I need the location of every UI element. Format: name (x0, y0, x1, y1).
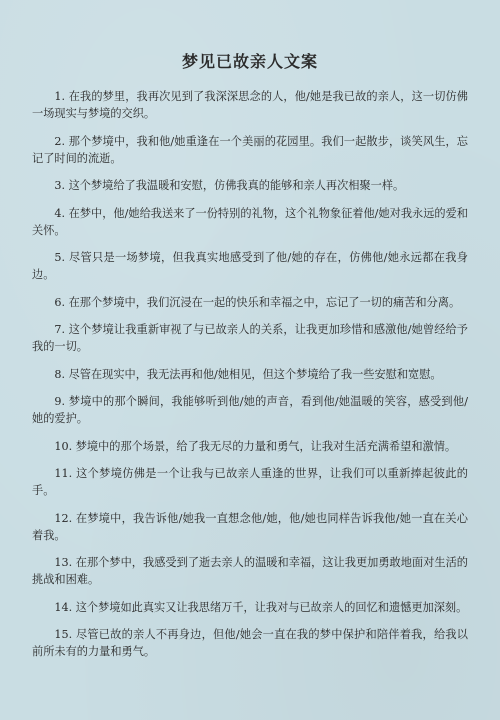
document-title: 梦见已故亲人文案 (181, 52, 318, 71)
paragraph-item: 2. 那个梦境中，我和他/她重逢在一个美丽的花园里。我们一起散步，谈笑风生，忘记了时间的流逝。 (32, 134, 468, 165)
paragraph-item: 13. 在那个梦中，我感受到了逝去亲人的温暖和幸福，这让我更加勇敢地面对生活的挑战和困难。 (32, 556, 468, 586)
paragraph-item: 1. 在我的梦里，我再次见到了我深深思念的人，他/她是我已故的亲人，这一切仿佛一场现实与梦境的交织。 (32, 90, 468, 120)
paragraph-item: 12. 在梦境中，我告诉他/她我一直想念他/她，他/她也同样告诉我他/她一直在关心着我。 (32, 511, 468, 542)
paragraph-item: 14. 这个梦境如此真实又让我思绪万千，让我对与已故亲人的回忆和遗憾更加深刻。 (54, 600, 468, 614)
paragraph-item: 6. 在那个梦境中，我们沉浸在一起的快乐和幸福之中，忘记了一切的痛苦和分离。 (54, 295, 461, 309)
paragraph-item: 4. 在梦中，他/她给我送来了一份特别的礼物，这个礼物象征着他/她对我永远的爱和关怀。 (32, 206, 468, 237)
paragraph-item: 5. 尽管只是一场梦境，但我真实地感受到了他/她的存在，仿佛他/她永远都在我身边。 (32, 251, 468, 281)
paragraph-item: 7. 这个梦境让我重新审视了与已故亲人的关系，让我更加珍惜和感激他/她曾经给予我的一切。 (32, 323, 468, 353)
paragraph-item: 15. 尽管已故的亲人不再身边，但他/她会一直在我的梦中保护和陪伴着我，给我以前所未有的力量和勇气。 (32, 628, 468, 658)
paragraph-item: 10. 梦境中的那个场景，给了我无尽的力量和勇气，让我对生活充满希望和激情。 (54, 439, 457, 453)
paragraph-list (32, 88, 468, 660)
paragraph-item: 3. 这个梦境给了我温暖和安慰，仿佛我真的能够和亲人再次相聚一样。 (54, 179, 405, 192)
paragraph-item: 9. 梦境中的那个瞬间，我能够听到他/她的声音，看到他/她温暖的笑容，感受到他/她的爱护。 (32, 395, 468, 425)
paragraph-item: 8. 尽管在现实中，我无法再和他/她相见，但这个梦境给了我一些安慰和宽慰。 (54, 367, 442, 381)
paragraph-item: 11. 这个梦境仿佛是一个让我与已故亲人重逢的世界，让我们可以重新捧起彼此的手。 (32, 467, 468, 497)
